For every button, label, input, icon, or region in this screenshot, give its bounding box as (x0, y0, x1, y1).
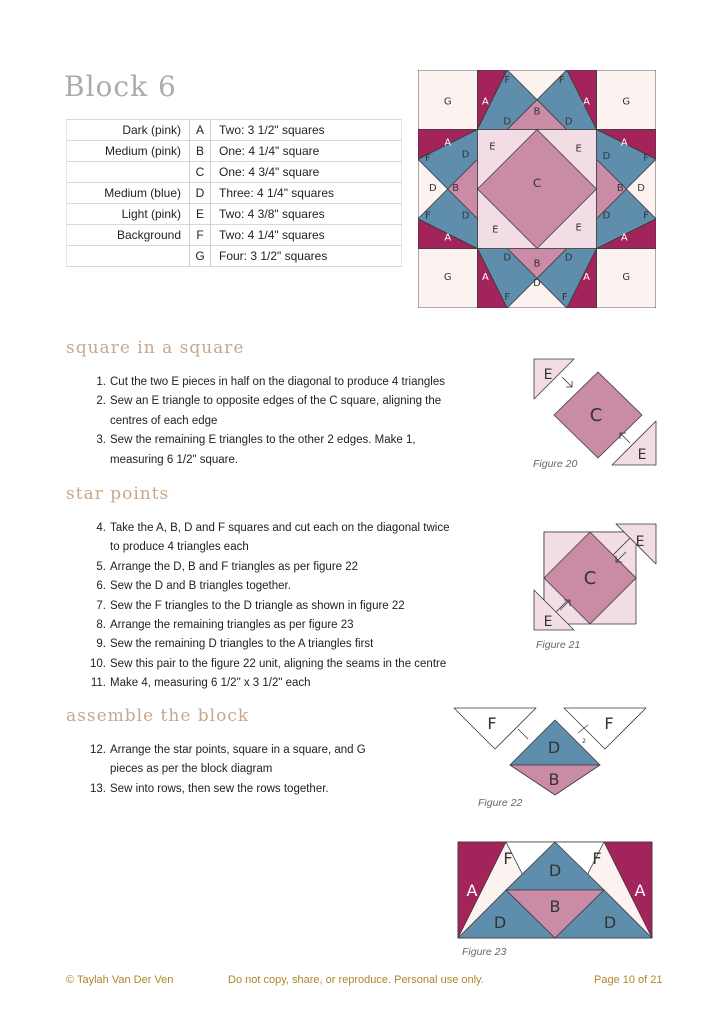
figure-21-caption: Figure 21 (536, 639, 581, 651)
block-label-f: F (643, 210, 649, 222)
block-label-a: A (620, 232, 628, 244)
letter-cell: G (190, 246, 211, 267)
block-label-d: D (503, 252, 512, 264)
list-item (66, 577, 506, 596)
block-label-e: E (575, 143, 582, 155)
page-title: Block 6 (64, 70, 177, 103)
list-item (66, 780, 446, 799)
block-label-f: F (558, 74, 565, 86)
fabric-cell: Light (pink) (67, 204, 190, 225)
step-text: pieces as per the block diagram (110, 763, 273, 776)
figure-20-diagram (530, 355, 660, 473)
step-number: 11. (90, 677, 106, 690)
block-label-d: D (564, 252, 573, 264)
step-text: Arrange the D, B and F triangles as per figure 22 (110, 560, 359, 573)
footer-copyright: © Taylah Van Der Ven (66, 974, 174, 986)
list-item (66, 519, 506, 538)
footer-notice: Do not copy, share, or reproduce. Personal use only. (228, 974, 484, 986)
block-label-b: B (452, 182, 460, 194)
block-label-a: A (444, 137, 452, 149)
step-number: 1. (96, 376, 106, 388)
step-number: 4. (96, 522, 106, 534)
block-label-d: D (429, 182, 437, 194)
block-diagram (418, 70, 656, 308)
fig23-label-f: F (503, 849, 513, 868)
step-text: Sew into rows, then sew the rows together. (110, 782, 329, 795)
step-text: Sew this pair to the figure 22 unit, aligning the seams in the centre (110, 657, 447, 670)
fabric-cell: Dark (pink) (67, 120, 190, 141)
block-label-d: D (602, 210, 611, 222)
fig23-label-f: F (592, 849, 602, 868)
block-label-a: A (482, 96, 489, 108)
steps-list (66, 519, 506, 694)
fig20-label-c: C (589, 405, 603, 426)
step-text: centres of each edge (110, 414, 218, 427)
list-item (66, 760, 446, 779)
letter-cell: E (190, 204, 211, 225)
block-label-g: G (443, 96, 452, 108)
table-row (67, 120, 402, 141)
block-label-g: G (622, 272, 631, 284)
block-label-a: A (583, 96, 590, 108)
amount-cell: Two: 4 1/4" squares (211, 225, 402, 246)
steps-list (66, 373, 506, 470)
step-text: Sew the F triangles to the D triangle as shown in figure 22 (110, 599, 405, 612)
block-label-a: A (482, 272, 489, 284)
amount-cell: Four: 3 1/2" squares (211, 246, 402, 267)
step-text: Sew the remaining D triangles to the A triangles first (110, 638, 374, 651)
block-label-f: F (561, 292, 568, 304)
fig22-label-f: F (604, 714, 614, 733)
fabric-cell (67, 162, 190, 183)
block-label-f: F (425, 153, 431, 165)
step-number: 6. (96, 580, 106, 593)
figure-23-diagram (456, 832, 656, 942)
block-label-b: B (533, 106, 541, 118)
step-number: 2. (96, 395, 106, 408)
fabric-cell: Medium (pink) (67, 141, 190, 162)
list-item (66, 597, 506, 616)
list-item (66, 392, 506, 411)
letter-cell: D (190, 183, 211, 204)
step-number: 5. (96, 560, 106, 573)
fabric-table (66, 119, 402, 267)
block-label-a: A (583, 272, 590, 284)
table-row (67, 141, 402, 162)
step-text: Take the A, B, D and F squares and cut each on the diagonal twice (110, 522, 450, 534)
block-label-a: A (620, 137, 628, 149)
step-number: 10. (90, 657, 106, 670)
step-text: to produce 4 triangles each (110, 541, 249, 554)
step-text: measuring 6 1/2" square. (110, 453, 239, 466)
figure-22-caption: Figure 22 (478, 797, 523, 809)
fig21-label-c: C (583, 568, 597, 589)
steps-list (66, 741, 446, 799)
block-label-e: E (489, 141, 496, 153)
block-label-d: D (503, 116, 512, 128)
letter-cell: C (190, 162, 211, 183)
amount-cell: Three: 4 1/4" squares (211, 183, 402, 204)
step-text: Arrange the remaining triangles as per figure 23 (110, 619, 354, 632)
step-number: 7. (96, 599, 106, 612)
list-item (66, 616, 506, 635)
block-label-g: G (622, 96, 631, 108)
amount-cell: One: 4 3/4" square (211, 162, 402, 183)
list-item (66, 674, 506, 693)
amount-cell: Two: 4 3/8" squares (211, 204, 402, 225)
table-row (67, 162, 402, 183)
fig23-label-a: A (634, 881, 646, 900)
step-number: 12. (90, 744, 106, 756)
section-heading-star-points: star points (66, 484, 170, 504)
fig21-label-e: E (543, 614, 553, 630)
section-heading-assemble-the-block: assemble the block (66, 706, 250, 726)
step-text: Sew an E triangle to opposite edges of the C square, aligning the (110, 395, 442, 408)
list-item (66, 431, 506, 450)
fig21-label-e: E (635, 534, 645, 550)
fabric-cell: Background (67, 225, 190, 246)
list-item (66, 451, 506, 470)
list-item (66, 558, 506, 577)
block-label-d: D (637, 182, 645, 194)
fig23-label-b: B (549, 897, 561, 916)
section-heading-square-in-a-square: square in a square (66, 338, 245, 358)
block-label-f: F (425, 210, 431, 222)
step-text: Cut the two E pieces in half on the diagonal to produce 4 triangles (110, 376, 445, 388)
block-label-d: D (461, 210, 470, 222)
letter-cell: B (190, 141, 211, 162)
figure-21-diagram (530, 522, 660, 636)
step-number: 13. (90, 782, 106, 795)
fig20-label-e: E (637, 447, 647, 463)
block-label-f: F (643, 153, 649, 165)
block-label-e: E (575, 222, 582, 234)
list-item (66, 373, 506, 392)
footer-page-number: Page 10 of 21 (594, 974, 663, 986)
step-text: Sew the remaining E triangles to the other 2 edges. Make 1, (110, 434, 416, 447)
block-label-c: C (532, 176, 542, 191)
figure-22-diagram (452, 705, 658, 797)
fig22-label-d: D (547, 738, 561, 757)
figure-20-caption: Figure 20 (533, 458, 578, 470)
fabric-cell (67, 246, 190, 267)
block-label-a: A (444, 232, 452, 244)
fig23-label-d: D (548, 861, 562, 880)
block-label-d: D (564, 116, 573, 128)
table-row (67, 225, 402, 246)
table-row (67, 246, 402, 267)
list-item (66, 655, 506, 674)
amount-cell: Two: 3 1/2" squares (211, 120, 402, 141)
block-label-b: B (616, 182, 624, 194)
step-number: 3. (96, 434, 106, 447)
letter-cell: A (190, 120, 211, 141)
step-text: Sew the D and B triangles together. (110, 580, 291, 593)
block-label-d: D (461, 149, 470, 161)
block-label-g: G (443, 272, 452, 284)
table-row (67, 204, 402, 225)
block-label-d: D (602, 151, 611, 163)
list-item (66, 412, 506, 431)
fig22-seam-mark: 2 (582, 738, 586, 745)
step-text: Arrange the star points, square in a square, and G (110, 744, 366, 756)
block-label-d: D (533, 278, 541, 290)
fig23-label-d: D (493, 913, 507, 932)
table-row (67, 183, 402, 204)
fabric-cell: Medium (blue) (67, 183, 190, 204)
amount-cell: One: 4 1/4" square (211, 141, 402, 162)
list-item (66, 538, 506, 557)
fig22-label-b: B (548, 770, 560, 789)
block-label-f: F (504, 74, 511, 86)
figure-23-caption: Figure 23 (462, 946, 507, 958)
step-number: 8. (96, 619, 106, 632)
block-label-f: F (504, 292, 511, 304)
fig23-label-d: D (603, 913, 617, 932)
step-text: Make 4, measuring 6 1/2" x 3 1/2" each (110, 677, 311, 690)
fig23-label-a: A (466, 881, 478, 900)
fig20-label-e: E (543, 367, 553, 383)
list-item (66, 635, 506, 654)
block-label-e: E (492, 224, 499, 236)
step-number: 9. (96, 638, 106, 651)
block-label-b: B (533, 258, 541, 270)
letter-cell: F (190, 225, 211, 246)
fig22-label-f: F (487, 714, 497, 733)
list-item (66, 741, 446, 760)
